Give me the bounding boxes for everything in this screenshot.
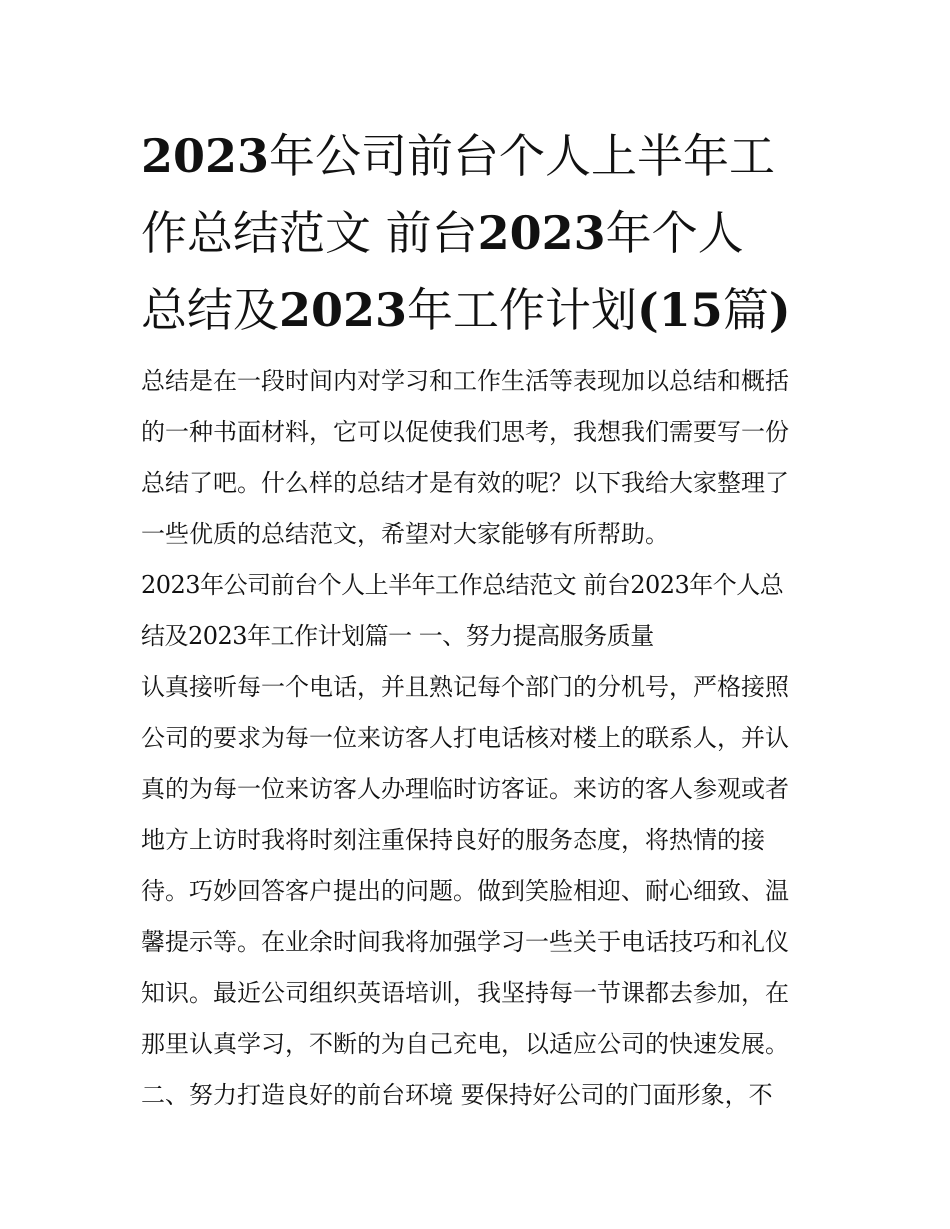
body-line: 馨提示等。在业余时间我将加强学习一些关于电话技巧和礼仪 — [141, 928, 789, 956]
title-part: 作总结范文 前台 — [141, 206, 478, 260]
intro-line: 总结是在一段时间内对学习和工作生活等表现加以总结和概括 — [141, 367, 789, 395]
title-line-2 — [141, 195, 813, 272]
document-content — [141, 118, 813, 1121]
body-line: 真的为每一位来访客人办理临时访客证。来访的客人参观或者 — [141, 775, 789, 803]
intro-line: 一些优质的总结范文，希望对大家能够有所帮助。 — [141, 520, 669, 548]
body-line: 那里认真学习，不断的为自己充电，以适应公司的快速发展。 — [141, 1030, 789, 1058]
title-part: 篇 — [722, 283, 769, 337]
title-line-1 — [141, 118, 813, 195]
title-part: 年工作计划 — [407, 283, 638, 337]
title-line-3 — [141, 272, 813, 349]
body-line: 二、努力打造良好的前台环境 要保持好公司的门面形象，不 — [141, 1081, 773, 1109]
body-line: 待。巧妙回答客户提出的问题。做到笑脸相迎、耐心细致、温 — [141, 877, 789, 905]
title-part: 总结及 — [141, 283, 279, 337]
body-line: 地方上访时我将时刻注重保持良好的服务态度，将热情的接 — [141, 826, 765, 854]
body-line: 认真接听每一个电话，并且熟记每个部门的分机号，严格接照 — [141, 673, 789, 701]
title-part: (15 — [637, 283, 723, 337]
intro-line: 总结了吧。什么样的总结才是有效的呢？以下我给大家整理了 — [141, 469, 789, 497]
title-part: 2023 — [279, 283, 408, 337]
intro-line: 的一种书面材料，它可以促使我们思考，我想我们需要写一份 — [141, 418, 789, 446]
title-part: 2023 — [477, 206, 606, 260]
document-title — [141, 118, 813, 349]
body-paragraph — [141, 662, 813, 1121]
body-line: 公司的要求为每一位来访客人打电话核对楼上的联系人，并认 — [141, 724, 789, 752]
title-part: 年个人 — [605, 206, 744, 260]
section-heading-line: 结及2023年工作计划篇一 一、努力提高服务质量 — [141, 622, 654, 650]
title-part: 年公司前台个人上半年工 — [269, 129, 776, 183]
body-line: 知识。最近公司组织英语培训，我坚持每一节课都去参加，在 — [141, 979, 789, 1007]
intro-paragraph — [141, 356, 813, 560]
section-heading — [141, 560, 813, 662]
section-heading-line: 2023年公司前台个人上半年工作总结范文 前台2023年个人总 — [141, 571, 784, 599]
title-part: ) — [768, 283, 791, 337]
title-part: 2023 — [141, 129, 270, 183]
